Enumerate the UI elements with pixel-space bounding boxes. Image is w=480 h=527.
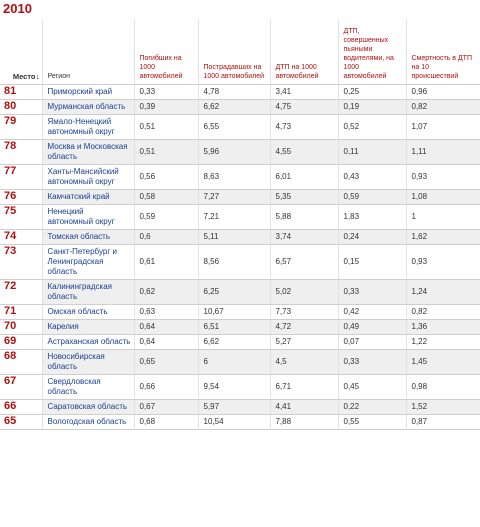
region-cell[interactable]: Вологодская область: [42, 415, 134, 430]
killed-cell: 0,39: [134, 100, 198, 115]
column-header-place[interactable]: Место↓: [0, 20, 42, 85]
place-cell: 79: [0, 115, 42, 140]
killed-cell: 0,6: [134, 230, 198, 245]
injured-cell: 10,67: [198, 305, 270, 320]
injured-cell: 6,55: [198, 115, 270, 140]
table-row: [0, 415, 480, 430]
region-cell[interactable]: Томская область: [42, 230, 134, 245]
region-cell[interactable]: Мурманская область: [42, 100, 134, 115]
column-header-injured[interactable]: Пострадавших на 1000 автомобилей: [198, 20, 270, 85]
killed-cell: 0,68: [134, 415, 198, 430]
drunk-cell: 0,24: [338, 230, 406, 245]
region-cell[interactable]: Камчатский край: [42, 190, 134, 205]
accidents-cell: 4,55: [270, 140, 338, 165]
ranking-table: [0, 20, 480, 430]
injured-cell: 5,97: [198, 400, 270, 415]
region-cell[interactable]: Саратовская область: [42, 400, 134, 415]
drunk-cell: 0,11: [338, 140, 406, 165]
mortality-cell: 1,24: [406, 280, 480, 305]
accidents-cell: 5,02: [270, 280, 338, 305]
killed-cell: 0,62: [134, 280, 198, 305]
region-cell[interactable]: Свердловская область: [42, 375, 134, 400]
table-row: [0, 280, 480, 305]
mortality-cell: 1,22: [406, 335, 480, 350]
drunk-cell: 0,33: [338, 350, 406, 375]
table-row: [0, 230, 480, 245]
table-row: [0, 350, 480, 375]
drunk-cell: 0,22: [338, 400, 406, 415]
accidents-cell: 4,75: [270, 100, 338, 115]
mortality-cell: 1,52: [406, 400, 480, 415]
place-cell: 74: [0, 230, 42, 245]
killed-cell: 0,64: [134, 335, 198, 350]
killed-cell: 0,56: [134, 165, 198, 190]
accidents-cell: 6,57: [270, 245, 338, 280]
drunk-cell: 0,15: [338, 245, 406, 280]
column-header-mortality[interactable]: Смертность в ДТП на 10 происшествий: [406, 20, 480, 85]
injured-cell: 7,21: [198, 205, 270, 230]
killed-cell: 0,51: [134, 140, 198, 165]
region-cell[interactable]: Астраханская область: [42, 335, 134, 350]
drunk-cell: 0,52: [338, 115, 406, 140]
place-cell: 78: [0, 140, 42, 165]
table-row: [0, 140, 480, 165]
accidents-cell: 4,41: [270, 400, 338, 415]
place-cell: 72: [0, 280, 42, 305]
mortality-cell: 0,93: [406, 165, 480, 190]
place-cell: 76: [0, 190, 42, 205]
drunk-cell: 0,55: [338, 415, 406, 430]
column-header-accidents[interactable]: ДТП на 1000 автомобилей: [270, 20, 338, 85]
region-cell[interactable]: Новосибирская область: [42, 350, 134, 375]
drunk-cell: 0,42: [338, 305, 406, 320]
place-cell: 75: [0, 205, 42, 230]
mortality-cell: 1,11: [406, 140, 480, 165]
injured-cell: 6,51: [198, 320, 270, 335]
table-header-row: [0, 20, 480, 85]
accidents-cell: 5,27: [270, 335, 338, 350]
injured-cell: 7,27: [198, 190, 270, 205]
table-row: [0, 245, 480, 280]
injured-cell: 9,54: [198, 375, 270, 400]
injured-cell: 4,78: [198, 85, 270, 100]
accidents-cell: 6,71: [270, 375, 338, 400]
place-cell: 73: [0, 245, 42, 280]
region-cell[interactable]: Санкт-Петербург и Ленинградская область: [42, 245, 134, 280]
region-cell[interactable]: Калининградская область: [42, 280, 134, 305]
place-cell: 68: [0, 350, 42, 375]
region-cell[interactable]: Ямало-Ненецкий автономный округ: [42, 115, 134, 140]
drunk-cell: 0,33: [338, 280, 406, 305]
region-cell[interactable]: Ханты-Мансийский автономный округ: [42, 165, 134, 190]
table-row: [0, 375, 480, 400]
sort-down-icon[interactable]: ↓: [35, 72, 40, 81]
mortality-cell: 0,93: [406, 245, 480, 280]
table-row: [0, 305, 480, 320]
killed-cell: 0,65: [134, 350, 198, 375]
table-row: [0, 400, 480, 415]
table-row: [0, 205, 480, 230]
killed-cell: 0,66: [134, 375, 198, 400]
drunk-cell: 0,43: [338, 165, 406, 190]
killed-cell: 0,61: [134, 245, 198, 280]
accidents-cell: 5,35: [270, 190, 338, 205]
killed-cell: 0,64: [134, 320, 198, 335]
drunk-cell: 1,83: [338, 205, 406, 230]
killed-cell: 0,33: [134, 85, 198, 100]
place-cell: 69: [0, 335, 42, 350]
accidents-cell: 6,01: [270, 165, 338, 190]
column-header-region[interactable]: Регион: [42, 20, 134, 85]
column-header-killed[interactable]: Погибших на 1000 автомобилей: [134, 20, 198, 85]
killed-cell: 0,67: [134, 400, 198, 415]
region-cell[interactable]: Приморский край: [42, 85, 134, 100]
drunk-cell: 0,19: [338, 100, 406, 115]
drunk-cell: 0,07: [338, 335, 406, 350]
place-cell: 65: [0, 415, 42, 430]
accidents-cell: 4,5: [270, 350, 338, 375]
drunk-cell: 0,49: [338, 320, 406, 335]
page-year-title: 2010: [3, 1, 32, 16]
accidents-cell: 3,74: [270, 230, 338, 245]
region-cell[interactable]: Ненецкий автономный округ: [42, 205, 134, 230]
region-cell[interactable]: Омская область: [42, 305, 134, 320]
mortality-cell: 0,96: [406, 85, 480, 100]
table-row: [0, 320, 480, 335]
place-cell: 71: [0, 305, 42, 320]
accidents-cell: 3,41: [270, 85, 338, 100]
killed-cell: 0,58: [134, 190, 198, 205]
place-cell: 67: [0, 375, 42, 400]
table-row: [0, 190, 480, 205]
column-header-drunk[interactable]: ДТП, совершенных пьяными водителями, на 1000 автомобилей: [338, 20, 406, 85]
killed-cell: 0,59: [134, 205, 198, 230]
drunk-cell: 0,25: [338, 85, 406, 100]
injured-cell: 5,96: [198, 140, 270, 165]
mortality-cell: 1,07: [406, 115, 480, 140]
mortality-cell: 0,82: [406, 305, 480, 320]
region-cell[interactable]: Карелия: [42, 320, 134, 335]
place-cell: 70: [0, 320, 42, 335]
table-row: [0, 100, 480, 115]
injured-cell: 6,62: [198, 100, 270, 115]
injured-cell: 6,25: [198, 280, 270, 305]
drunk-cell: 0,59: [338, 190, 406, 205]
mortality-cell: 1,45: [406, 350, 480, 375]
place-cell: 77: [0, 165, 42, 190]
accidents-cell: 4,72: [270, 320, 338, 335]
injured-cell: 5,11: [198, 230, 270, 245]
table-row: [0, 165, 480, 190]
mortality-cell: 0,82: [406, 100, 480, 115]
injured-cell: 10,54: [198, 415, 270, 430]
mortality-cell: 1: [406, 205, 480, 230]
accidents-cell: 7,73: [270, 305, 338, 320]
mortality-cell: 1,62: [406, 230, 480, 245]
accidents-cell: 7,88: [270, 415, 338, 430]
injured-cell: 6,62: [198, 335, 270, 350]
table-row: [0, 335, 480, 350]
table-row: [0, 85, 480, 100]
place-cell: 66: [0, 400, 42, 415]
region-cell[interactable]: Москва и Московская область: [42, 140, 134, 165]
injured-cell: 6: [198, 350, 270, 375]
mortality-cell: 1,08: [406, 190, 480, 205]
place-cell: 81: [0, 85, 42, 100]
mortality-cell: 0,87: [406, 415, 480, 430]
killed-cell: 0,63: [134, 305, 198, 320]
table-row: [0, 115, 480, 140]
mortality-cell: 1,36: [406, 320, 480, 335]
killed-cell: 0,51: [134, 115, 198, 140]
drunk-cell: 0,45: [338, 375, 406, 400]
injured-cell: 8,56: [198, 245, 270, 280]
place-cell: 80: [0, 100, 42, 115]
mortality-cell: 0,98: [406, 375, 480, 400]
table-body: [0, 85, 480, 430]
injured-cell: 8,63: [198, 165, 270, 190]
accidents-cell: 4,73: [270, 115, 338, 140]
accidents-cell: 5,88: [270, 205, 338, 230]
